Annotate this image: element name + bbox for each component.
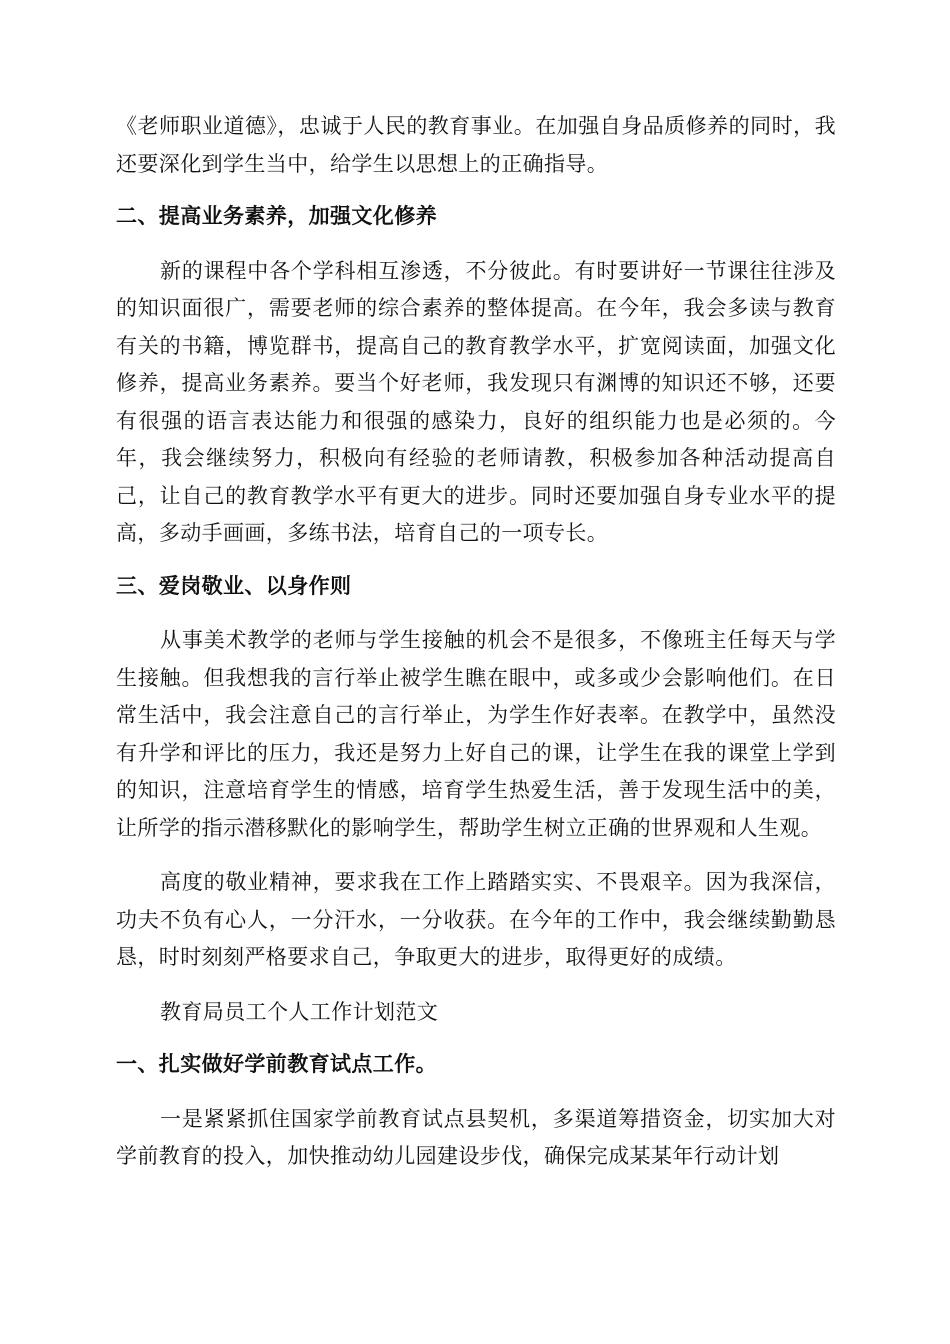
- section-heading: 一、扎实做好学前教育试点工作。: [116, 1052, 437, 1076]
- body-paragraph: 《老师职业道德》，忠诚于人民的教育事业。在加强自身品质修养的同时，我还要深化到学生当中，给学生以思想上的正确指导。: [116, 114, 836, 176]
- body-paragraph: 新的课程中各个学科相互渗透，不分彼此。有时要讲好一节课往往涉及的知识面很广，需要老师的综合素养的整体提高。在今年，我会多读与教育有关的书籍，博览群书，提高自己的教育教学水平，扩宽阅读面，加强文化修养，提高业务素养。要当个好老师，我发现只有渊博的知识还不够，还要有很强的语言表达能力和很强的感染力，良好的组织能力也是必须的。今年，我会继续努力，积极向有经验的老师请教，积极参加各种活动提高自己，让自己的教育教学水平有更大的进步。同时还要加强自身专业水平的提高，多动手画画，多练书法，培育自己的一项专长。: [116, 258, 836, 545]
- section-heading: 二、提高业务素养，加强文化修养: [116, 204, 437, 228]
- body-paragraph: 高度的敬业精神，要求我在工作上踏踏实实、不畏艰辛。因为我深信，功夫不负有心人，一分汗水，一分收获。在今年的工作中，我会继续勤勤恳恳，时时刻刻严格要求自己，争取更大的进步，取得更好的成绩。: [116, 870, 836, 969]
- document-subtitle: 教育局员工个人工作计划范文: [160, 999, 439, 1024]
- body-paragraph: 一是紧紧抓住国家学前教育试点县契机，多渠道筹措资金，切实加大对学前教育的投入，加快推动幼儿园建设步伐，确保完成某某年行动计划: [116, 1106, 836, 1168]
- section-heading: 三、爱岗敬业、以身作则: [116, 573, 352, 598]
- body-paragraph: 从事美术教学的老师与学生接触的机会不是很多，不像班主任每天与学生接触。但我想我的言行举止被学生瞧在眼中，或多或少会影响他们。在日常生活中，我会注意自己的言行举止，为学生作好表率。在教学中，虽然没有升学和评比的压力，我还是努力上好自己的课，让学生在我的课堂上学到的知识，注意培育学生的情感，培育学生热爱生活，善于发现生活中的美，让所学的指示潜移默化的影响学生，帮助学生树立正确的世界观和人生观。: [116, 628, 836, 840]
- document-page: [116, 108, 836, 1176]
